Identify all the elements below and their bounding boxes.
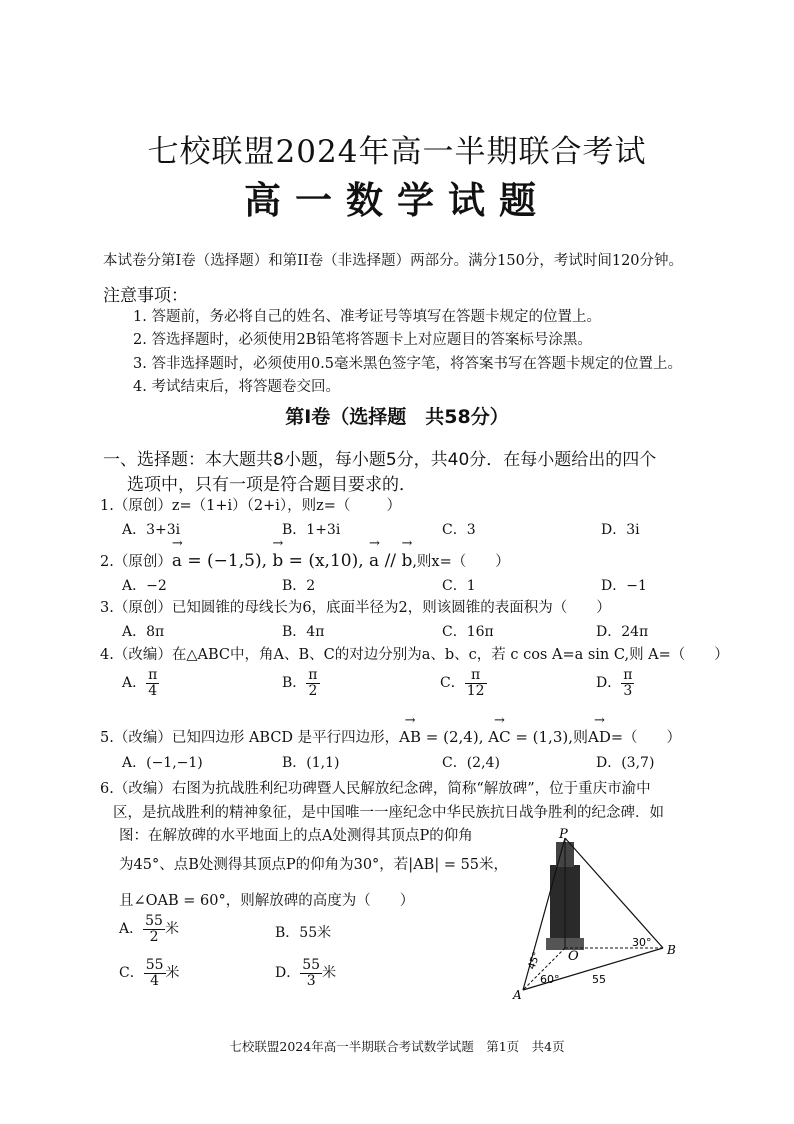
notice-item-3: 3. 答非选择题时，必须使用0.5毫米黑色签字笔，将答案书写在答题卡规定的位置上。 bbox=[133, 356, 683, 372]
angle-b-label: 30° bbox=[632, 936, 652, 949]
q3-option-b: B．4π bbox=[282, 624, 325, 640]
monument-figure bbox=[510, 820, 690, 1005]
question-3-stem: 3.（原创）已知圆锥的母线长为6，底面半径为2，则该圆锥的表面积为（ ） bbox=[100, 600, 611, 616]
intro-text: 本试卷分第I卷（选择题）和第II卷（非选择题）两部分。满分150分，考试时间120分钟。 bbox=[103, 253, 684, 269]
q4-option-d: D． $\frac{\pi}{3}$ bbox=[596, 667, 633, 699]
question-6-line2: 区，是抗战胜利的精神象征，是中国唯一一座纪念中华民族抗日战争胜利的纪念碑．如 bbox=[113, 805, 664, 821]
q2-option-d: D．−1 bbox=[601, 578, 647, 594]
q4-option-a: A． $\frac{\pi}{4}$ bbox=[122, 667, 158, 699]
label-o: O bbox=[568, 949, 579, 964]
q1-option-c: C．3 bbox=[442, 522, 476, 538]
question-6-line3: 图：在解放碑的水平地面上的点A处测得其顶点P的仰角 bbox=[119, 828, 473, 844]
question-4-stem: 4.（改编）在△ABC中，角A、B、C的对边分别为a、b、c，若 c cos A=a sin C,则 A=（ ） bbox=[100, 647, 729, 663]
question-6-line5: 且∠OAB = 60°，则解放碑的高度为（ ） bbox=[119, 893, 415, 909]
notice-item-1: 1. 答题前，务必将自己的姓名、准考证号等填写在答题卡规定的位置上。 bbox=[133, 309, 601, 325]
exam-subtitle: 高一数学试题 bbox=[244, 179, 550, 222]
q5-option-c: C．(2,4) bbox=[442, 755, 500, 771]
label-a: A bbox=[513, 988, 522, 1002]
angle-a-label: 60° bbox=[540, 973, 560, 986]
part1-instruction-line2: 选项中，只有一项是符合题目要求的． bbox=[127, 475, 416, 495]
q2-option-b: B．2 bbox=[282, 578, 316, 594]
q6-option-d: D． $\frac{55}{3}$ 米 bbox=[275, 957, 337, 989]
page-footer: 七校联盟2024年高一半期联合考试数学试题 第1页 共4页 bbox=[229, 1039, 565, 1054]
q1-option-a: A．3+3i bbox=[122, 522, 181, 538]
notice-item-4: 4. 考试结束后，将答题卷交回。 bbox=[133, 379, 340, 395]
q2-option-c: C．1 bbox=[442, 578, 476, 594]
exam-title: 七校联盟2024年高一半期联合考试 bbox=[147, 134, 647, 170]
q4-option-b: B． $\frac{\pi}{2}$ bbox=[282, 667, 318, 699]
label-p: P bbox=[559, 827, 568, 842]
q5-option-d: D．(3,7) bbox=[596, 755, 655, 771]
q3-option-a: A．8π bbox=[122, 624, 165, 640]
question-6-line1: 6.（改编）右图为抗战胜利纪功碑暨人民解放纪念碑，简称“解放碑”，位于重庆市渝中 bbox=[100, 781, 651, 797]
q5-option-a: A．(−1,−1) bbox=[122, 755, 203, 771]
question-2-stem: 2.（原创）→ a = (−1,5), → b = (x,10), → a // → b,则x=（ ） bbox=[100, 550, 510, 571]
notice-item-2: 2. 答选择题时，必须使用2B铅笔将答题卡上对应题目的答案标号涂黑。 bbox=[133, 332, 592, 348]
q1-option-d: D．3i bbox=[601, 522, 640, 538]
length-ab-label: 55 bbox=[592, 973, 606, 986]
q2-option-a: A．−2 bbox=[122, 578, 167, 594]
notice-heading: 注意事项： bbox=[103, 286, 188, 306]
q5-option-b: B．(1,1) bbox=[282, 755, 340, 771]
angle-a-top-label: 45° bbox=[526, 950, 543, 972]
section-title: 第I卷（选择题 共58分） bbox=[285, 406, 509, 428]
q4-option-c: C． $\frac{\pi}{12}$ bbox=[440, 667, 485, 699]
q3-option-c: C．16π bbox=[442, 624, 494, 640]
label-b: B bbox=[667, 943, 676, 957]
q6-option-c: C． $\frac{55}{4}$ 米 bbox=[119, 957, 180, 989]
question-1-stem: 1.（原创）z=（1+i）（2+i），则z=（ ） bbox=[100, 498, 401, 514]
q6-option-a: A． $\frac{55}{2}$ 米 bbox=[119, 913, 179, 945]
q6-option-b: B．55米 bbox=[275, 925, 332, 941]
question-5-stem: 5.（改编）已知四边形 ABCD 是平行四边形，→ AB = (2,4), → AC = (1,3),则→ AD=（ ） bbox=[100, 726, 681, 747]
q3-option-d: D．24π bbox=[596, 624, 649, 640]
question-6-line4: 为45°、点B处测得其顶点P的仰角为30°，若|AB| = 55米， bbox=[119, 857, 509, 873]
part1-instruction-line1: 一、选择题：本大题共8小题，每小题5分，共40分．在每小题给出的四个 bbox=[103, 450, 657, 470]
q1-option-b: B．1+3i bbox=[282, 522, 341, 538]
